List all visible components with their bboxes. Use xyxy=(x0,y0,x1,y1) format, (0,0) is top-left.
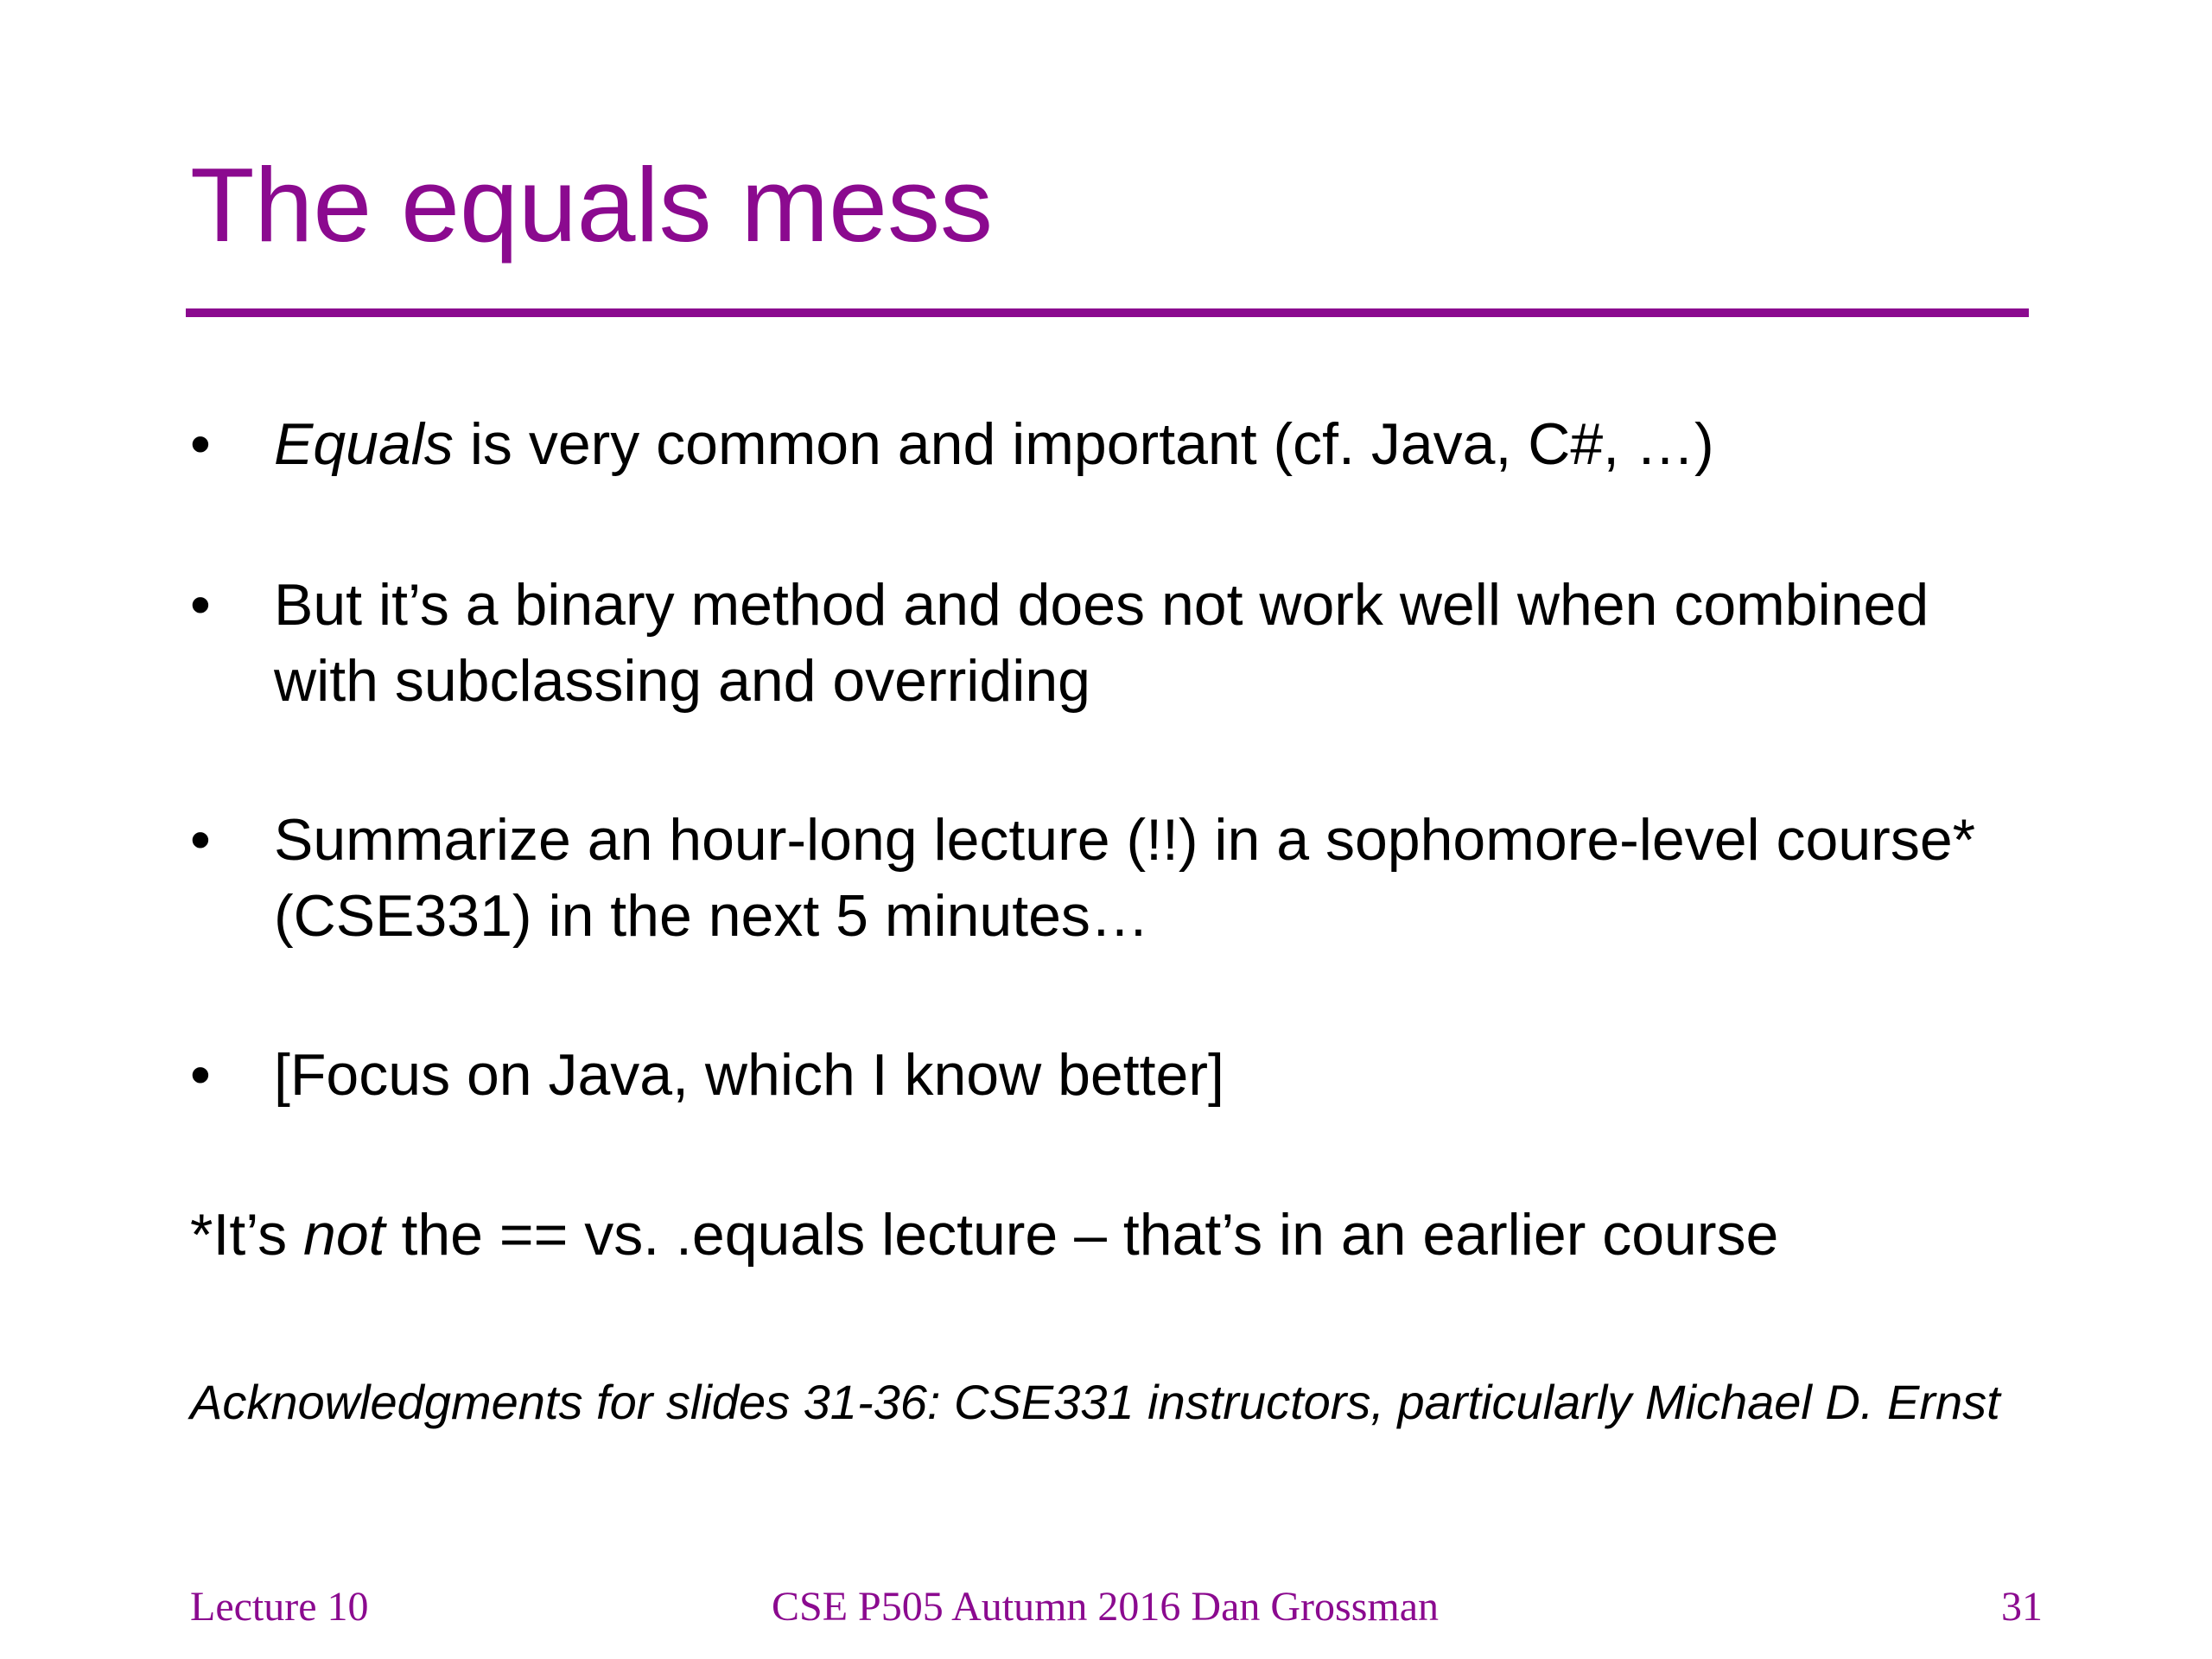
bullet-line: Summarize an hour-long lecture (!!) in a sophomore-level course* xyxy=(274,807,1976,873)
page-number: 31 xyxy=(2001,1584,2043,1630)
bullet-text xyxy=(274,802,2175,954)
bullet-text: [Focus on Java, which I know better] xyxy=(274,1042,1224,1108)
footnote-emphasis: not xyxy=(303,1202,385,1268)
bullet-marker: • xyxy=(190,807,211,873)
bullet-line: (CSE331) in the next 5 minutes… xyxy=(274,883,1149,949)
bullet-line: with subclassing and overriding xyxy=(274,648,1090,714)
bullet-emphasis: Equals xyxy=(274,411,454,477)
bullet-marker: • xyxy=(190,572,211,638)
slide-title: The equals mess xyxy=(190,146,993,264)
bullet-text xyxy=(274,406,2175,482)
footnote-pre: *It’s xyxy=(190,1202,304,1268)
bullet-marker: • xyxy=(190,1042,211,1108)
footnote xyxy=(190,1197,1778,1273)
footer-lecture: Lecture 10 xyxy=(190,1584,369,1630)
bullet-text-rest: is very common and important (cf. Java, C#, …) xyxy=(453,411,1714,477)
footer-course: CSE P505 Autumn 2016 Dan Grossman xyxy=(772,1584,1440,1630)
acknowledgment-text: Acknowledgments for slides 31-36: CSE331 instructors, particularly Michael D. Ernst xyxy=(190,1375,2000,1429)
bullet-marker: • xyxy=(190,411,211,477)
title-divider xyxy=(186,308,2029,317)
bullet-text xyxy=(274,567,2175,719)
bullet-line: But it’s a binary method and does not work well when combined xyxy=(274,572,1929,638)
footnote-post: the == vs. .equals lecture – that’s in an earlier course xyxy=(385,1202,1779,1268)
